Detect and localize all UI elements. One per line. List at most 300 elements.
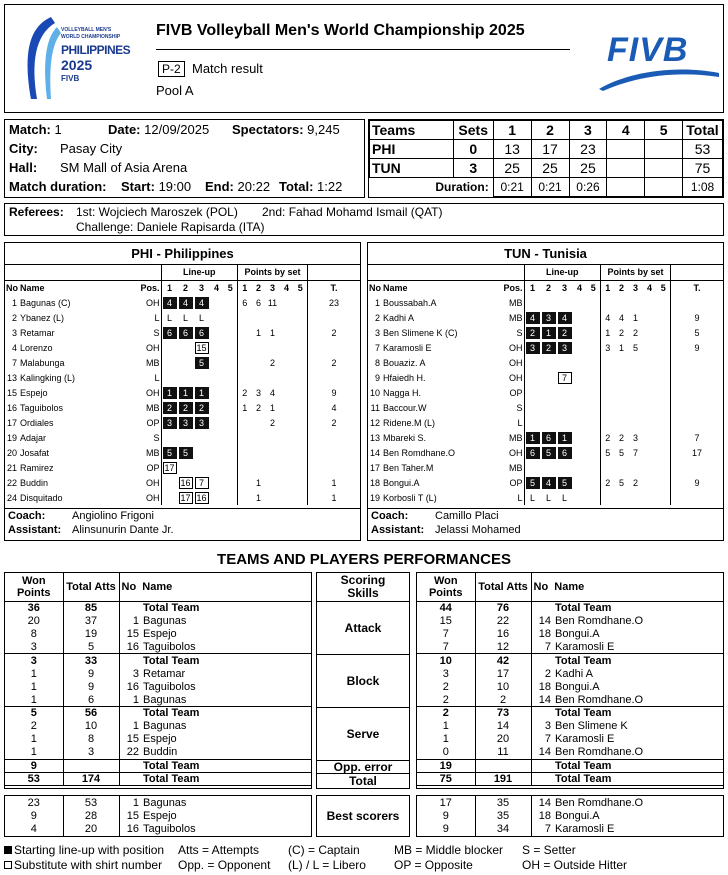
player-name: Malabunga [20,357,65,368]
attempts: 8 [63,733,119,746]
results-table [369,120,723,197]
player-number: 22 [6,477,17,488]
lineup-cell [541,415,557,430]
set-points [238,370,252,385]
attempts: 3 [63,746,119,759]
lineup-cell [587,415,601,430]
shirt-number: 18 [538,627,551,640]
player-name: Total Team [143,601,200,614]
team-total-row [417,654,723,667]
pool-name: Pool A [156,83,194,98]
set-points [615,385,629,400]
player-name: Karamosli E [555,733,615,746]
lineup-cell [573,460,587,475]
libero-mark: L [561,492,567,503]
legend-row-1 [4,843,724,858]
starting-position: 3 [195,417,209,429]
lineup-cell [194,385,210,400]
shirt-number: 16 [126,680,139,693]
set-score: 13 [493,140,531,159]
set-points [615,400,629,415]
player-position: OH [146,492,160,503]
won-points: 4 [5,822,63,835]
total-points [671,415,724,430]
fivb-swoosh-icon [599,61,719,91]
team-panel-tun [367,242,724,541]
player-number: 20 [6,447,17,458]
city-label: City: [9,141,38,156]
attempts: 2 [475,693,531,706]
best-scorer-row [417,796,723,809]
player-row [368,460,723,475]
player-position: OH [509,342,523,353]
legend-item: Atts = Attempts [178,843,260,857]
lineup-cell [524,430,541,445]
lineup-cell [210,475,224,490]
player-name: Kadhi A [555,667,593,680]
won-points: 5 [5,707,63,720]
col-set5: 5 [645,121,683,140]
lineup-cell [524,295,541,310]
player-name: Bagunas [141,693,311,706]
set-points [280,430,294,445]
team-total-row [5,759,311,772]
set-score: 25 [493,159,531,178]
player-number: 2 [374,312,380,323]
set-points [643,295,657,310]
substitute-number: 16 [196,492,207,503]
lineup-cell [194,355,210,370]
won-points: 1 [5,746,63,759]
legend-item: Starting line-up with position [14,843,165,857]
lineup-cell [541,385,557,400]
set-points [280,370,294,385]
lineup-cell [541,460,557,475]
player-column-header [368,280,723,295]
lineup-cell [587,475,601,490]
set-points [601,400,615,415]
set-points [294,415,308,430]
set-points [280,295,294,310]
date-label: Date: [108,122,141,137]
start-line [121,179,191,194]
set-duration: 0:21 [493,178,531,197]
lineup-cell [210,370,224,385]
lineup-cell [210,355,224,370]
attempts: 10 [475,680,531,693]
player-name: Retamar [143,667,186,680]
lineup-cell [573,295,587,310]
player-row [5,430,360,445]
player-perf-row [5,720,311,733]
total-points: 4 [308,400,361,415]
set-points [280,385,294,400]
won-points: 2 [417,693,475,706]
player-name: Ben Slimene K (C) [383,327,458,338]
player-name: Total Team [143,654,200,667]
lineup-cell [178,325,194,340]
second-referee: 2nd: Fahad Mohamd Ismail (QAT) [262,205,443,219]
shirt-number [119,759,141,772]
hall: SM Mall of Asia Arena [60,160,188,175]
attempts: 56 [63,707,119,720]
player-position: MB [146,402,160,413]
col-set: 2 [545,282,551,293]
scoring-skills-column [316,572,410,789]
logo-line-1: VOLLEYBALL MEN'S [61,27,112,33]
player-number: 7 [374,342,380,353]
set-points [266,310,280,325]
set-points [238,355,252,370]
best-scorer-row [417,809,723,822]
col-set: 4 [576,282,582,293]
player-name: Bouaziz. A [383,357,426,368]
set-points: 3 [601,340,615,355]
starting-position: 1 [179,387,193,399]
performance-table [417,573,723,786]
set-points [601,295,615,310]
lineup-cell [194,490,210,505]
set-points [280,310,294,325]
set-points [294,445,308,460]
performance-table [417,796,723,836]
set-points: 1 [255,492,261,503]
lineup-cell [194,445,210,460]
starting-position: 1 [195,387,209,399]
attempts: 5 [63,641,119,654]
player-group-header [5,265,360,280]
player-perf-row [417,627,723,640]
player-name: Kadhi A [383,312,415,323]
shirt-number: 18 [538,680,551,693]
col-set: 3 [269,282,275,293]
shirt-number: 22 [119,746,141,759]
shirt-number [531,654,553,667]
set-points [643,430,657,445]
set-points [280,340,294,355]
set-points [280,355,294,370]
starting-position: 5 [526,477,540,489]
player-number: 17 [6,417,17,428]
lineup-cell [541,490,557,505]
shirt-number: 1 [132,720,139,733]
lineup-cell [587,370,601,385]
attempts: 22 [475,614,531,627]
team-panel-phi [4,242,361,541]
lineup-header: Line-up [161,265,238,280]
performance-left-table [4,572,312,789]
attempts: 6 [63,693,119,706]
col-teams: Teams [370,121,454,140]
col-set: 1 [161,280,178,295]
shirt-number: 15 [126,627,139,640]
lineup-cell [194,340,210,355]
lineup-cell [557,325,573,340]
player-name: Nagga H. [383,387,422,398]
won-points: 1 [5,680,63,693]
starting-position: 5 [179,447,193,459]
set-points [601,415,615,430]
attempts: 28 [63,809,119,822]
player-row [5,295,360,310]
player-name: Korbosli T (L) [383,492,437,503]
col-set: 2 [182,282,188,293]
col-name: Name [383,282,408,293]
lineup-cell [210,325,224,340]
won-points: 9 [417,822,475,835]
set-duration: 0:21 [531,178,569,197]
shirt-number: 1 [132,614,139,627]
set-points: 1 [632,312,638,323]
won-points: 9 [5,809,63,822]
player-number: 3 [11,327,17,338]
set-points: 2 [632,477,638,488]
attempts: 73 [475,707,531,720]
starting-position: 3 [542,312,556,324]
lineup-cell [161,325,178,340]
set-points [252,370,266,385]
won-points: 44 [417,601,475,614]
player-number: 10 [369,387,380,398]
player-perf-row [5,746,311,759]
player-perf-row [417,614,723,627]
col-no-name: No Name [531,573,723,601]
lineup-cell [210,490,224,505]
coach-label: Coach: [371,510,409,522]
set-points: 5 [618,447,624,458]
set-points: 11 [267,297,278,308]
set-points: 6 [238,295,252,310]
lineup-cell [210,340,224,355]
starting-position: 1 [526,432,540,444]
total-points: 9 [308,385,361,400]
referees-box [4,203,724,236]
player-name: Total Team [553,772,723,785]
starting-position: 1 [558,432,572,444]
set-points: 1 [601,325,615,340]
won-points: 1 [5,667,63,680]
total-score: 53 [683,140,723,159]
set-points: 1 [238,400,252,415]
player-position: MB [146,447,160,458]
set-points [601,385,615,400]
player-perf-row [417,720,723,733]
set-points [252,310,266,325]
player-name: Bagunas (C) [20,297,71,308]
lineup-cell [587,340,601,355]
points-header: Points by set [238,265,308,280]
substitute-number: 16 [180,477,191,488]
lineup-cell [224,445,238,460]
col-no: No [6,282,18,293]
total-points [308,310,361,325]
lineup-cell [178,400,194,415]
shirt-number: 7 [531,641,553,654]
skill-label: Opp. error [317,761,409,774]
team-code: PHI [370,140,454,159]
player-row [5,400,360,415]
coach-line [5,509,360,524]
col-set: 1 [601,280,615,295]
set-points [643,475,657,490]
starting-position: 4 [542,477,556,489]
won-points: 53 [5,772,63,785]
lineup-cell [557,460,573,475]
set-duration: 0:26 [569,178,607,197]
set-points [601,490,615,505]
starting-position: 4 [163,297,177,309]
set-points: 2 [255,402,261,413]
assistant-line [368,524,723,539]
set-points: 1 [255,477,261,488]
set-points [643,325,657,340]
player-name: Boussabah.A [383,297,437,308]
total-points [671,400,724,415]
player-name: Buddin [141,746,311,759]
col-sets: Sets [453,121,493,140]
set-points [615,460,629,475]
set-points [294,430,308,445]
player-position: MB [509,462,523,473]
player-position: OP [509,477,523,488]
total-points [671,370,724,385]
attempts: 16 [475,627,531,640]
attempts: 9 [63,680,119,693]
player-number: 17 [369,462,380,473]
player-position: S [153,432,160,443]
won-points: 8 [5,627,63,640]
player-name: Total Team [555,707,612,720]
assistant-line [5,524,360,539]
player-name: Ybanez (L) [20,312,65,323]
team-title: TUN - Tunisia [368,243,723,265]
set-points [657,415,671,430]
starting-position: 6 [195,327,209,339]
player-name: Adajar [20,432,47,443]
lineup-cell [573,355,587,370]
spectators-label: Spectators: [232,122,304,137]
won-points: 0 [417,746,475,759]
player-name: Taguibolos [20,402,64,413]
team-total-row [5,772,311,785]
lineup-cell [524,355,541,370]
col-set4: 4 [607,121,645,140]
header-box [4,4,724,113]
set-score: 23 [569,140,607,159]
won-points: 20 [5,614,63,627]
set-points [657,325,671,340]
spectators: 9,245 [307,122,340,137]
player-name: Kalingking (L) [20,372,76,383]
player-name: Ben Romdhane.O [555,614,644,627]
total-points [308,340,361,355]
player-name: Espejo [143,809,177,822]
set-points [280,325,294,340]
logo-line-4: 2025 [61,57,93,73]
duration-label: Duration: [370,178,494,197]
match-number: 1 [54,122,62,137]
set-points [601,355,615,370]
set-points [657,490,671,505]
player-number: 19 [369,492,380,503]
player-name: Ridene.M (L) [383,417,436,428]
set-points [657,295,671,310]
set-points [629,490,643,505]
lineup-cell [587,385,601,400]
set-points [643,355,657,370]
assistant-label: Assistant: [371,524,425,536]
set-points: 3 [632,432,638,443]
assistant-label: Assistant: [8,524,62,536]
set-points [294,310,308,325]
set-points [252,430,266,445]
shirt-number: 18 [538,809,551,822]
set-points: 4 [269,387,275,398]
player-position: OH [146,387,160,398]
set-score: 25 [531,159,569,178]
lineup-cell [524,310,541,325]
player-number: 21 [6,462,17,473]
won-points: 75 [417,772,475,785]
lineup-cell [573,475,587,490]
assistant-name: Jelassi Mohamed [435,524,521,536]
lineup-cell [587,400,601,415]
player-position: OP [509,387,523,398]
total-line [279,179,342,194]
set-points [252,340,266,355]
col-total-atts: Total Atts [475,573,531,601]
lineup-cell [161,370,178,385]
col-set: 5 [227,282,233,293]
starting-position: 6 [558,447,572,459]
player-name: Ben Slimene K [555,720,628,733]
team-title: PHI - Philippines [5,243,360,265]
player-position: OH [509,357,523,368]
legend-item: (L) / L = Libero [288,858,366,872]
referees-label: Referees: [9,205,64,219]
set-points [643,310,657,325]
best-scorers-label-box [316,795,410,837]
player-perf-row [5,693,311,706]
col-won-points: Won Points [5,573,63,601]
set-points [615,490,629,505]
lineup-cell [541,430,557,445]
player-position: OH [146,297,160,308]
fivb-logo-text: FIVB [607,31,689,69]
lineup-cell [178,385,194,400]
won-points: 7 [417,641,475,654]
total-label: Total: [279,179,314,194]
set-points: 1 [269,402,275,413]
starting-position: 3 [526,342,540,354]
challenge-referee: Challenge: Daniele Rapisarda (ITA) [76,220,265,234]
lineup-cell [161,460,178,475]
match-label: Match: [9,122,51,137]
col-set: 3 [561,282,567,293]
scoring-skills-header: Scoring Skills [317,573,409,602]
set-points [629,400,643,415]
lineup-cell [557,310,573,325]
total-points: 1 [308,490,361,505]
player-row [5,475,360,490]
player-name: Total Team [555,601,612,614]
lineup-cell [178,340,194,355]
player-name: Bagunas [143,614,187,627]
set-points [657,445,671,460]
starting-position: 2 [526,327,540,339]
col-set: 4 [213,282,219,293]
duration-line [9,179,107,194]
